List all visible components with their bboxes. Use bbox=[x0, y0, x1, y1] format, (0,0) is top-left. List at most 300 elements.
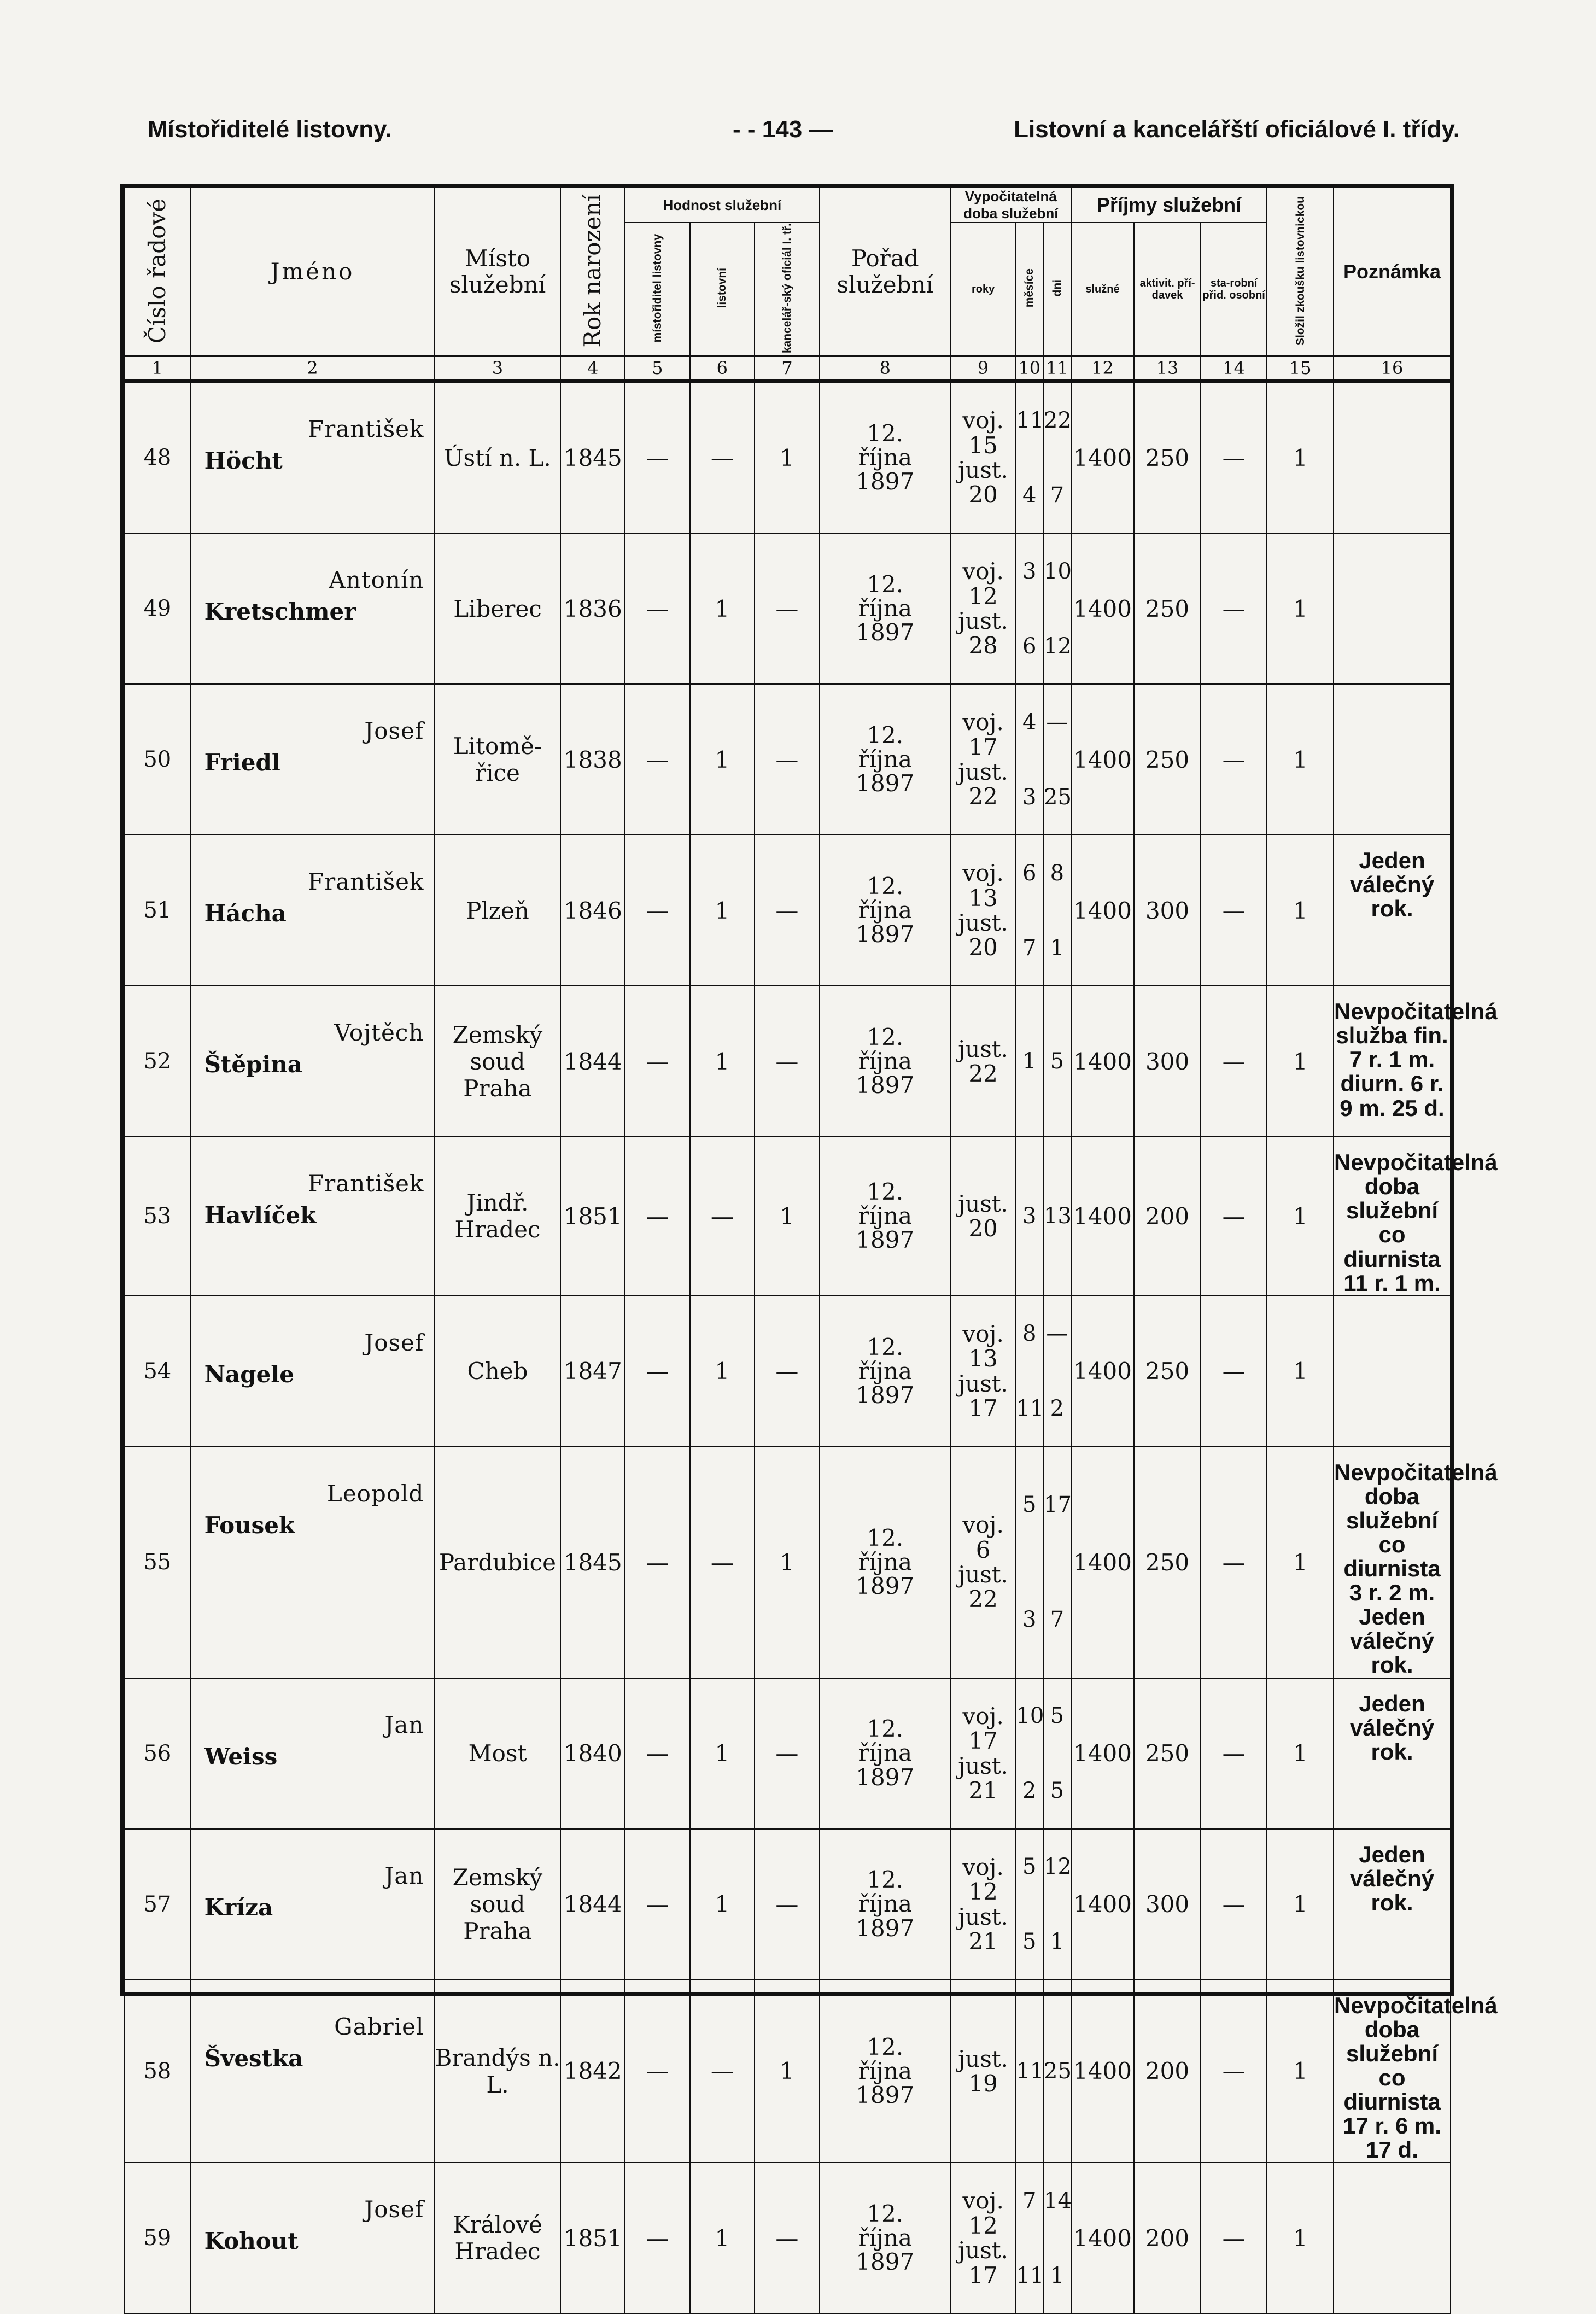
months-values bbox=[1016, 383, 1043, 533]
column-number: 2 bbox=[191, 356, 435, 381]
seniority-bonus: — bbox=[1201, 684, 1267, 835]
service-months bbox=[1015, 381, 1043, 533]
birth-year: 1846 bbox=[560, 835, 625, 986]
column-number: 8 bbox=[820, 356, 951, 381]
days-value: 5 bbox=[1050, 1703, 1065, 1729]
months-value: 3 bbox=[1022, 1607, 1037, 1633]
service-line: just. bbox=[958, 1035, 1009, 1062]
table-row bbox=[124, 2163, 1451, 2313]
note bbox=[1334, 381, 1451, 533]
months-value: 2 bbox=[1022, 1778, 1037, 1804]
days-value: 1 bbox=[1050, 2263, 1065, 2288]
months-value: 7 bbox=[1022, 935, 1037, 961]
days-value: 10 bbox=[1044, 558, 1072, 584]
exam-passed: 1 bbox=[1267, 684, 1334, 835]
service-line: 17 bbox=[968, 1727, 998, 1755]
service-line: voj. bbox=[962, 709, 1004, 736]
service-line: 28 bbox=[968, 632, 998, 659]
activity-bonus: 300 bbox=[1134, 835, 1201, 986]
rank-office-official: — bbox=[755, 1829, 820, 1980]
name-cell bbox=[191, 2163, 435, 2313]
days-values bbox=[1044, 1447, 1071, 1678]
note: Jeden válečný rok. bbox=[1334, 835, 1451, 986]
rank-office-official: 1 bbox=[755, 381, 820, 533]
birth-year: 1851 bbox=[560, 1137, 625, 1296]
service-line: 21 bbox=[968, 1777, 998, 1804]
service-order-day: 12. bbox=[867, 721, 904, 749]
service-order-year: 1897 bbox=[856, 468, 915, 495]
activity-bonus: 250 bbox=[1134, 1296, 1201, 1447]
exam-passed: 1 bbox=[1267, 1829, 1334, 1980]
rank-deputy-registrar: — bbox=[625, 986, 690, 1137]
service-order bbox=[820, 533, 951, 684]
service-order-day: 12. bbox=[867, 570, 904, 598]
service-order-month: října bbox=[858, 595, 913, 622]
rank-deputy-registrar: — bbox=[625, 381, 690, 533]
rank-office-official: — bbox=[755, 1296, 820, 1447]
service-days bbox=[1043, 1829, 1071, 1980]
name-cell bbox=[191, 986, 435, 1137]
name-cell bbox=[191, 835, 435, 986]
salary: 1400 bbox=[1071, 684, 1135, 835]
service-days bbox=[1043, 1137, 1071, 1296]
name-cell bbox=[191, 381, 435, 533]
days-value: — bbox=[1046, 1321, 1068, 1347]
service-months bbox=[1015, 1678, 1043, 1829]
name-cell bbox=[191, 533, 435, 684]
note bbox=[1334, 1296, 1451, 1447]
seniority-bonus: — bbox=[1201, 1980, 1267, 2163]
column-number: 15 bbox=[1267, 356, 1334, 381]
days-value: 2 bbox=[1050, 1396, 1065, 1422]
given-name: František bbox=[307, 416, 424, 443]
service-order-year: 1897 bbox=[856, 1914, 915, 1942]
service-line: voj. bbox=[962, 407, 1004, 434]
days-value: 1 bbox=[1050, 1929, 1065, 1955]
service-order-day: 12. bbox=[867, 2033, 904, 2060]
col-group-service-time: Vypočitatelná doba služební bbox=[951, 188, 1071, 223]
service-place: Pardubice bbox=[434, 1447, 560, 1678]
rank-registrar: — bbox=[690, 381, 755, 533]
activity-bonus: 250 bbox=[1134, 533, 1201, 684]
birth-year: 1847 bbox=[560, 1296, 625, 1447]
table-row bbox=[124, 1296, 1451, 1447]
table-row bbox=[124, 835, 1451, 986]
name-cell bbox=[191, 1447, 435, 1678]
rank-deputy-registrar: — bbox=[625, 835, 690, 986]
months-value: 11 bbox=[1016, 407, 1044, 433]
days-value: 22 bbox=[1044, 407, 1072, 433]
days-value: 1 bbox=[1050, 935, 1065, 961]
months-values bbox=[1016, 2163, 1043, 2313]
service-line: just. bbox=[958, 457, 1009, 484]
service-months bbox=[1015, 1137, 1043, 1296]
service-place: Litomě-řice bbox=[434, 684, 560, 835]
service-order-month: října bbox=[858, 1890, 913, 1918]
service-place: Most bbox=[434, 1678, 560, 1829]
service-order-month: října bbox=[858, 2057, 913, 2084]
days-value: 12 bbox=[1044, 633, 1072, 659]
ledger-header bbox=[124, 188, 1451, 381]
days-value: — bbox=[1046, 709, 1068, 735]
service-line: 20 bbox=[968, 481, 998, 509]
service-months bbox=[1015, 533, 1043, 684]
service-place: Ústí n. L. bbox=[434, 381, 560, 533]
service-line: voj. bbox=[962, 1702, 1004, 1729]
given-name: Jan bbox=[384, 1711, 424, 1738]
service-line: 13 bbox=[968, 1345, 998, 1372]
service-years bbox=[951, 1447, 1016, 1678]
service-years bbox=[951, 1980, 1016, 2163]
seniority-bonus: — bbox=[1201, 1137, 1267, 1296]
seniority-bonus: — bbox=[1201, 1296, 1267, 1447]
service-line: just. bbox=[958, 1903, 1009, 1930]
days-values bbox=[1044, 2163, 1071, 2313]
days-value: 7 bbox=[1050, 1607, 1065, 1633]
months-values bbox=[1016, 1137, 1043, 1295]
service-line: 17 bbox=[968, 2262, 998, 2289]
seniority-bonus: — bbox=[1201, 1829, 1267, 1980]
service-order bbox=[820, 835, 951, 986]
rank-registrar: 1 bbox=[690, 533, 755, 684]
salary: 1400 bbox=[1071, 381, 1135, 533]
service-months bbox=[1015, 1980, 1043, 2163]
service-order-year: 1897 bbox=[856, 770, 915, 797]
rank-registrar: 1 bbox=[690, 986, 755, 1137]
months-values bbox=[1016, 1830, 1043, 1979]
months-value: 1 bbox=[1022, 1049, 1037, 1074]
exam-passed: 1 bbox=[1267, 2163, 1334, 2313]
months-values bbox=[1016, 685, 1043, 834]
service-line: voj. bbox=[962, 860, 1004, 887]
months-value: 11 bbox=[1016, 2263, 1044, 2288]
service-order-month: října bbox=[858, 444, 913, 471]
service-place: Brandýs n. L. bbox=[434, 1980, 560, 2163]
service-days bbox=[1043, 835, 1071, 986]
months-values bbox=[1016, 835, 1043, 985]
service-order-month: října bbox=[858, 746, 913, 773]
birth-year: 1851 bbox=[560, 2163, 625, 2313]
column-number: 4 bbox=[560, 356, 625, 381]
table-row bbox=[124, 381, 1451, 533]
days-value: 25 bbox=[1044, 784, 1072, 810]
service-line: 22 bbox=[968, 783, 998, 810]
months-value: 3 bbox=[1022, 1203, 1037, 1229]
ledger-table bbox=[124, 187, 1498, 2314]
salary: 1400 bbox=[1071, 835, 1135, 986]
service-order bbox=[820, 1137, 951, 1296]
name-cell bbox=[191, 1137, 435, 1296]
days-values bbox=[1044, 685, 1071, 834]
name-cell bbox=[191, 1980, 435, 2163]
rank-office-official: — bbox=[755, 1678, 820, 1829]
service-months bbox=[1015, 986, 1043, 1137]
service-line: 19 bbox=[968, 2070, 998, 2097]
table-row bbox=[124, 684, 1451, 835]
serial-number: 59 bbox=[124, 2163, 191, 2313]
col-office-official: kancelář-ský oficiál I. tř. bbox=[755, 223, 820, 356]
activity-bonus: 250 bbox=[1134, 1447, 1201, 1678]
seniority-bonus: — bbox=[1201, 1678, 1267, 1829]
personnel-ledger bbox=[120, 184, 1498, 2289]
service-line: 22 bbox=[968, 1586, 998, 1613]
table-row bbox=[124, 986, 1451, 1137]
rank-registrar: 1 bbox=[690, 835, 755, 986]
service-days bbox=[1043, 2163, 1071, 2313]
service-years bbox=[951, 533, 1016, 684]
service-years bbox=[951, 1678, 1016, 1829]
column-number: 1 bbox=[124, 356, 191, 381]
column-number: 12 bbox=[1071, 356, 1135, 381]
col-place: Místo služební bbox=[434, 188, 560, 356]
rank-deputy-registrar: — bbox=[625, 1980, 690, 2163]
rank-deputy-registrar: — bbox=[625, 1829, 690, 1980]
rank-office-official: 1 bbox=[755, 1447, 820, 1678]
service-order-month: října bbox=[858, 1202, 913, 1230]
service-order-day: 12. bbox=[867, 419, 904, 447]
service-line: 17 bbox=[968, 1395, 998, 1422]
col-registrar: listovní bbox=[690, 223, 755, 356]
birth-year: 1845 bbox=[560, 381, 625, 533]
days-values bbox=[1044, 1679, 1071, 1828]
surname: Nagele bbox=[204, 1360, 294, 1388]
exam-passed: 1 bbox=[1267, 1296, 1334, 1447]
rank-registrar: 1 bbox=[690, 1678, 755, 1829]
table-row bbox=[124, 533, 1451, 684]
note: Nevpočitatelná doba služební co diurnista 3 r. 2 m. Jeden válečný rok. bbox=[1334, 1447, 1451, 1678]
service-place: Plzeň bbox=[434, 835, 560, 986]
birth-year: 1838 bbox=[560, 684, 625, 835]
service-months bbox=[1015, 2163, 1043, 2313]
birth-year: 1845 bbox=[560, 1447, 625, 1678]
salary: 1400 bbox=[1071, 1829, 1135, 1980]
surname: Weiss bbox=[204, 1743, 278, 1770]
serial-number: 52 bbox=[124, 986, 191, 1137]
activity-bonus: 300 bbox=[1134, 986, 1201, 1137]
name-cell bbox=[191, 1296, 435, 1447]
name-cell bbox=[191, 1678, 435, 1829]
months-value: 5 bbox=[1022, 1854, 1037, 1880]
salary: 1400 bbox=[1071, 986, 1135, 1137]
activity-bonus: 250 bbox=[1134, 381, 1201, 533]
rank-registrar: 1 bbox=[690, 684, 755, 835]
salary: 1400 bbox=[1071, 1137, 1135, 1296]
service-order-day: 12. bbox=[867, 1178, 904, 1206]
service-order-year: 1897 bbox=[856, 1573, 915, 1600]
surname: Kríza bbox=[204, 1894, 273, 1921]
exam-passed: 1 bbox=[1267, 1678, 1334, 1829]
serial-number: 55 bbox=[124, 1447, 191, 1678]
service-order bbox=[820, 1296, 951, 1447]
months-value: 8 bbox=[1022, 1321, 1037, 1347]
service-years bbox=[951, 986, 1016, 1137]
ledger-body bbox=[124, 381, 1498, 2313]
days-values bbox=[1044, 534, 1071, 683]
column-number: 3 bbox=[434, 356, 560, 381]
surname: Štěpina bbox=[204, 1051, 303, 1078]
seniority-bonus: — bbox=[1201, 533, 1267, 684]
page-number: - - 143 — bbox=[733, 116, 833, 143]
months-value: 6 bbox=[1022, 633, 1037, 659]
service-line: just. bbox=[958, 758, 1009, 786]
seniority-bonus: — bbox=[1201, 381, 1267, 533]
days-value: 12 bbox=[1044, 1854, 1072, 1880]
days-values bbox=[1044, 835, 1071, 985]
activity-bonus: 250 bbox=[1134, 1678, 1201, 1829]
col-birth-year: Rok narození bbox=[560, 188, 625, 356]
service-place: Jindř. Hradec bbox=[434, 1137, 560, 1296]
service-order bbox=[820, 1980, 951, 2163]
given-name: Josef bbox=[364, 1329, 424, 1356]
birth-year: 1844 bbox=[560, 1829, 625, 1980]
service-order bbox=[820, 986, 951, 1137]
surname: Höcht bbox=[204, 447, 283, 475]
section-title: Místořiditelé listovny. bbox=[148, 116, 392, 143]
service-order-day: 12. bbox=[867, 1333, 904, 1360]
col-years: roky bbox=[951, 223, 1016, 356]
table-row bbox=[124, 1980, 1451, 2163]
rank-office-official: — bbox=[755, 986, 820, 1137]
months-values bbox=[1016, 986, 1043, 1136]
salary: 1400 bbox=[1071, 1296, 1135, 1447]
salary: 1400 bbox=[1071, 2163, 1135, 2313]
service-place: Cheb bbox=[434, 1296, 560, 1447]
months-values bbox=[1016, 1447, 1043, 1678]
note bbox=[1334, 684, 1451, 835]
months-value: 4 bbox=[1022, 482, 1037, 508]
exam-passed: 1 bbox=[1267, 1137, 1334, 1296]
service-order bbox=[820, 1678, 951, 1829]
months-value: 11 bbox=[1016, 2058, 1044, 2084]
service-order-year: 1897 bbox=[856, 921, 915, 948]
service-order bbox=[820, 684, 951, 835]
months-value: 11 bbox=[1016, 1396, 1044, 1422]
months-values bbox=[1016, 1679, 1043, 1828]
service-years bbox=[951, 835, 1016, 986]
given-name: Antonín bbox=[329, 566, 424, 594]
given-name: Vojtěch bbox=[334, 1019, 424, 1047]
column-number: 5 bbox=[625, 356, 690, 381]
table-row bbox=[124, 1137, 1451, 1296]
service-place: Zemský soud Praha bbox=[434, 1829, 560, 1980]
service-order bbox=[820, 1829, 951, 1980]
days-value: 5 bbox=[1050, 1778, 1065, 1804]
rank-office-official: — bbox=[755, 684, 820, 835]
given-name: Leopold bbox=[326, 1480, 424, 1507]
service-line: 12 bbox=[968, 582, 998, 610]
days-values bbox=[1044, 986, 1071, 1136]
activity-bonus: 200 bbox=[1134, 1137, 1201, 1296]
column-number: 16 bbox=[1334, 356, 1451, 381]
col-name: Jméno bbox=[191, 188, 435, 356]
salary: 1400 bbox=[1071, 1447, 1135, 1678]
service-years bbox=[951, 1137, 1016, 1296]
service-months bbox=[1015, 1447, 1043, 1678]
days-value: 13 bbox=[1044, 1203, 1072, 1229]
days-value: 7 bbox=[1050, 482, 1065, 508]
table-row bbox=[124, 1447, 1451, 1678]
service-months bbox=[1015, 1829, 1043, 1980]
page-header bbox=[148, 116, 1460, 154]
service-line: just. bbox=[958, 2237, 1009, 2264]
salary: 1400 bbox=[1071, 1678, 1135, 1829]
service-order-day: 12. bbox=[867, 2200, 904, 2228]
days-values bbox=[1044, 1137, 1071, 1295]
serial-number: 57 bbox=[124, 1829, 191, 1980]
months-value: 7 bbox=[1022, 2188, 1037, 2213]
name-cell bbox=[191, 684, 435, 835]
rank-registrar: — bbox=[690, 1447, 755, 1678]
col-activity-bonus: aktivit. pří-davek bbox=[1134, 223, 1201, 356]
note: Jeden válečný rok. bbox=[1334, 1678, 1451, 1829]
service-line: voj. bbox=[962, 2187, 1004, 2214]
service-line: 20 bbox=[968, 1215, 998, 1242]
days-value: 5 bbox=[1050, 1049, 1065, 1074]
rank-registrar: 1 bbox=[690, 1829, 755, 1980]
seniority-bonus: — bbox=[1201, 2163, 1267, 2313]
service-line: voj. bbox=[962, 1320, 1004, 1347]
birth-year: 1842 bbox=[560, 1980, 625, 2163]
service-days bbox=[1043, 1296, 1071, 1447]
days-values bbox=[1044, 1830, 1071, 1979]
months-values bbox=[1016, 1980, 1043, 2163]
table-row bbox=[124, 1829, 1451, 1980]
service-line: just. bbox=[958, 607, 1009, 635]
rank-registrar: — bbox=[690, 1980, 755, 2163]
seniority-bonus: — bbox=[1201, 835, 1267, 986]
months-value: 3 bbox=[1022, 558, 1037, 584]
note bbox=[1334, 2163, 1451, 2313]
service-order-day: 12. bbox=[867, 1023, 904, 1050]
service-days bbox=[1043, 1678, 1071, 1829]
given-name: Jan bbox=[384, 1862, 424, 1889]
exam-passed: 1 bbox=[1267, 533, 1334, 684]
service-order-year: 1897 bbox=[856, 1226, 915, 1254]
seniority-bonus: — bbox=[1201, 1447, 1267, 1678]
given-name: Gabriel bbox=[334, 2013, 424, 2040]
service-line: just. bbox=[958, 2045, 1009, 2072]
days-value: 14 bbox=[1044, 2188, 1072, 2213]
rank-deputy-registrar: — bbox=[625, 1296, 690, 1447]
salary: 1400 bbox=[1071, 533, 1135, 684]
col-exam: Složil zkoušku listovnickou bbox=[1267, 188, 1334, 356]
service-order bbox=[820, 2163, 951, 2313]
service-days bbox=[1043, 684, 1071, 835]
rank-deputy-registrar: — bbox=[625, 684, 690, 835]
rank-office-official: — bbox=[755, 2163, 820, 2313]
service-line: just. bbox=[958, 1752, 1009, 1779]
col-group-income: Příjmy služební bbox=[1071, 188, 1267, 223]
service-line: voj. bbox=[962, 558, 1004, 585]
surname: Havlíček bbox=[204, 1202, 317, 1229]
service-line: voj. bbox=[962, 1511, 1004, 1539]
service-months bbox=[1015, 1296, 1043, 1447]
service-line: 21 bbox=[968, 1927, 998, 1955]
service-line: 15 bbox=[968, 431, 998, 459]
serial-number: 54 bbox=[124, 1296, 191, 1447]
months-value: 10 bbox=[1016, 1703, 1044, 1729]
birth-year: 1840 bbox=[560, 1678, 625, 1829]
note: Nevpočitatelná služba fin. 7 r. 1 m. diurn. 6 r. 9 m. 25 d. bbox=[1334, 986, 1451, 1137]
col-serial-number: Číslo řadové bbox=[124, 188, 191, 356]
service-years bbox=[951, 1296, 1016, 1447]
rank-office-official: 1 bbox=[755, 1137, 820, 1296]
rank-office-official: 1 bbox=[755, 1980, 820, 2163]
service-years bbox=[951, 381, 1016, 533]
service-line: 20 bbox=[968, 934, 998, 961]
service-place: Králové Hradec bbox=[434, 2163, 560, 2313]
birth-year: 1836 bbox=[560, 533, 625, 684]
